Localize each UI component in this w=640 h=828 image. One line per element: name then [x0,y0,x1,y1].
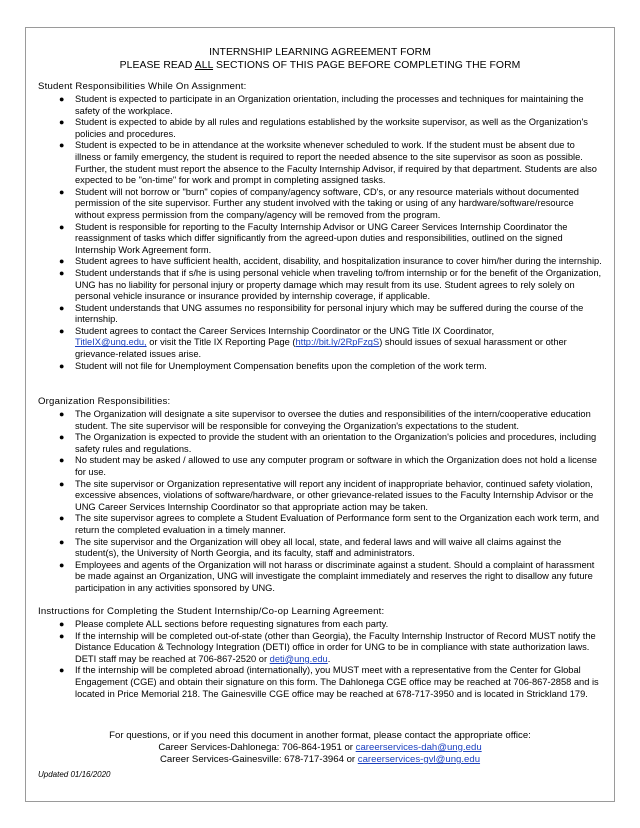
list-item-deti [0,631,603,666]
form-title [0,46,640,72]
deti-text: If the internship will be completed out-of-state (other than Georgia), the Faculty Internship Instructor of Record MUST notify the Distance Education & Technology Integration (DETI) office in order for UNG to be in compliance with state authorization laws. DETI staff may be reached at 706-867-2520 or [75,630,596,664]
item-text: Student is expected to participate in an Organization orientation, including the processes and techniques for maintaining the safety of the workplace. [75,94,584,116]
gainesville-label: Career Services-Gainesville: 678-717-3964 or [159,754,358,765]
list-item [0,455,603,478]
org-heading: Organization Responsibilities: [38,396,171,407]
bullet-icon: ● [59,432,65,443]
bullet-icon: ● [59,513,65,524]
bullet-icon: ● [59,536,65,547]
item-text: Student is expected to abide by all rules and regulations established by the worksite supervisor, as well as the Organization's policies and procedures. [75,117,588,139]
bullet-icon: ● [59,478,65,489]
item-text: The Organization is expected to provide the student with an orientation to the Organization's policies and procedures, including safety rules and regulations. [75,432,597,454]
item-text: Please complete ALL sections before requesting signatures from each party. [75,619,389,629]
student-heading: Student Responsibilities While On Assignment: [38,81,247,92]
footer-dahlonega [0,742,640,754]
bullet-icon: ● [59,630,65,641]
titleix-email-link[interactable]: TitleIX@ung.edu, [75,337,147,348]
list-item [0,94,603,117]
title-line-1: INTERNSHIP LEARNING AGREEMENT FORM [209,47,431,58]
dahlonega-label: Career Services-Dahlonega: 706-864-1951 or [158,742,356,753]
list-item-titleix [0,326,603,361]
title-line-2-post: SECTIONS OF THIS PAGE BEFORE COMPLETING THE FORM [213,60,521,71]
list-item [0,140,603,186]
list-item [0,268,603,303]
footer-contact [0,730,640,766]
list-item [0,432,603,455]
item-text: Student understands that if s/he is using personal vehicle when traveling to/from internship or for the benefit of the Organization, UNG has no liability for personal injury or property damage which may result from its use. Student agrees to rely solely on personal vehicle insurance or insurance provided by internship coverage, if applicable. [75,267,602,302]
list-item [0,479,603,514]
student-list [0,94,640,372]
item-text: The site supervisor agrees to complete a Student Evaluation of Performance form sent to the Organization each work term, and return the completed evaluation in a timely manner. [75,513,599,535]
titleix-text-mid: or visit the Title IX Reporting Page ( [146,337,296,348]
list-item [0,361,603,373]
list-item [0,303,603,326]
deti-text-post: . [327,653,331,664]
item-text: If the internship will be completed abroad (internationally), you MUST meet with a representative from the Center for Global Engagement (CGE) and obtain their signature on this form. The Dahlonega CGE office may be reached at 706-867-2858 and is located in Price Memorial 218. The Gainesville CGE office may be reached at 678-717-3950 and is located in Strickland 179. [75,665,599,699]
title-line-2 [0,59,640,72]
list-item [0,256,603,268]
item-text: Employees and agents of the Organization will not harass or discriminate against a student. Should a complaint of harassment be made against an Organization, UNG will investigate the complaint immediately and reserves the right to disallow any future participation in any activities sponsored by UNG. [75,559,595,593]
list-item [0,560,603,595]
list-item [0,619,603,631]
item-text: Student will not borrow or "burn" copies of company/agency software, CD's, or any resource materials without documented permission of the site supervisor. Further any student involved with the taking or using of any hardware/software/resource without express permission from the company/agency will be removed from the program. [75,186,579,220]
bullet-icon: ● [59,665,65,676]
item-text: The site supervisor and the Organization will obey all local, state, and federal laws and will waive all claims against the student(s), the University of North Georgia, and its faculty, staff and administrators. [75,536,562,559]
dahlonega-email-link[interactable]: careerservices-dah@ung.edu [355,742,482,753]
updated-date: Updated 01/16/2020 [38,770,111,779]
bullet-icon: ● [59,140,65,151]
instructions-heading: Instructions for Completing the Student Internship/Co-op Learning Agreement: [38,606,385,617]
footer-intro: For questions, or if you need this document in another format, please contact the appropriate office: [109,730,531,741]
list-item [0,117,603,140]
list-item [0,537,603,560]
item-text: Student will not file for Unemployment Compensation benefits upon the completion of the work term. [75,360,487,371]
title-line-2-underlined: ALL [194,60,214,71]
bullet-icon: ● [59,256,65,267]
titleix-text-post: ) should issues of sexual harassment or other grievance-related issues arise. [75,337,567,360]
bullet-icon: ● [59,409,65,419]
bullet-icon: ● [59,267,65,278]
list-item [0,187,603,222]
bullet-icon: ● [59,117,65,128]
bullet-icon: ● [59,559,65,570]
bullet-icon: ● [59,325,65,336]
deti-email-link[interactable]: deti@ung.edu [269,653,328,664]
bullet-icon: ● [59,619,65,629]
bullet-icon: ● [59,302,65,313]
item-text: No student may be asked / allowed to use any computer program or software in which the Organization does not hold a license for use. [75,455,597,477]
list-item [0,513,603,536]
bullet-icon: ● [59,94,65,104]
org-list [0,409,640,595]
titleix-url-link[interactable]: http://bit.ly/2RpFzgS [295,337,380,348]
item-text: Student agrees to have sufficient health, accident, disability, and hospitalization insurance to cover him/her during the internship. [75,256,602,267]
bullet-icon: ● [59,186,65,197]
gainesville-email-link[interactable]: careerservices-gvl@ung.edu [357,754,481,765]
item-text: Student is responsible for reporting to the Faculty Internship Advisor or UNG Career Services Internship Coordinator the reassignment of tasks which differ significantly from the agreed-upon duties and responsibilities, outlined on the signed Internship Work Agreement form. [75,221,568,255]
bullet-icon: ● [59,455,65,466]
item-text: Student understands that UNG assumes no responsibility for personal injury which may be suffered during the course of the internship. [75,302,584,325]
list-item [0,409,603,432]
list-item [0,665,603,700]
list-item [0,222,603,257]
titleix-text-pre: Student agrees to contact the Career Services Internship Coordinator or the UNG Title IX Coordinator, [75,325,495,336]
item-text: The site supervisor or Organization representative will report any incident of inappropriate behavior, continued safety violation, excessive absences, violations of software/hardware, or other grievance-related issues to the Faculty Internship Advisor or the UNG Career Services Internship Coordinator so that appropriate action may be taken. [75,478,594,512]
bullet-icon: ● [59,360,65,371]
item-text: Student is expected to be in attendance at the worksite whenever scheduled to work. If the student must be absent due to illness or family emergency, the student is required to report the needed absence to the site supervisor as soon as possible. Further, the student must report the absence to the Faculty Internship Advisor, if required by that department. Students are also expected to be "on-time" for work and prompt in completing assigned tasks. [75,140,597,186]
title-line-2-pre: PLEASE READ [119,60,195,71]
footer-gainesville [0,754,640,766]
item-text: The Organization will designate a site supervisor to oversee the duties and responsibilities of the intern/cooperative education student. The site supervisor will be responsible for conveying the Organization's expectations to the student. [75,409,591,431]
instructions-list [0,619,640,700]
bullet-icon: ● [59,221,65,232]
